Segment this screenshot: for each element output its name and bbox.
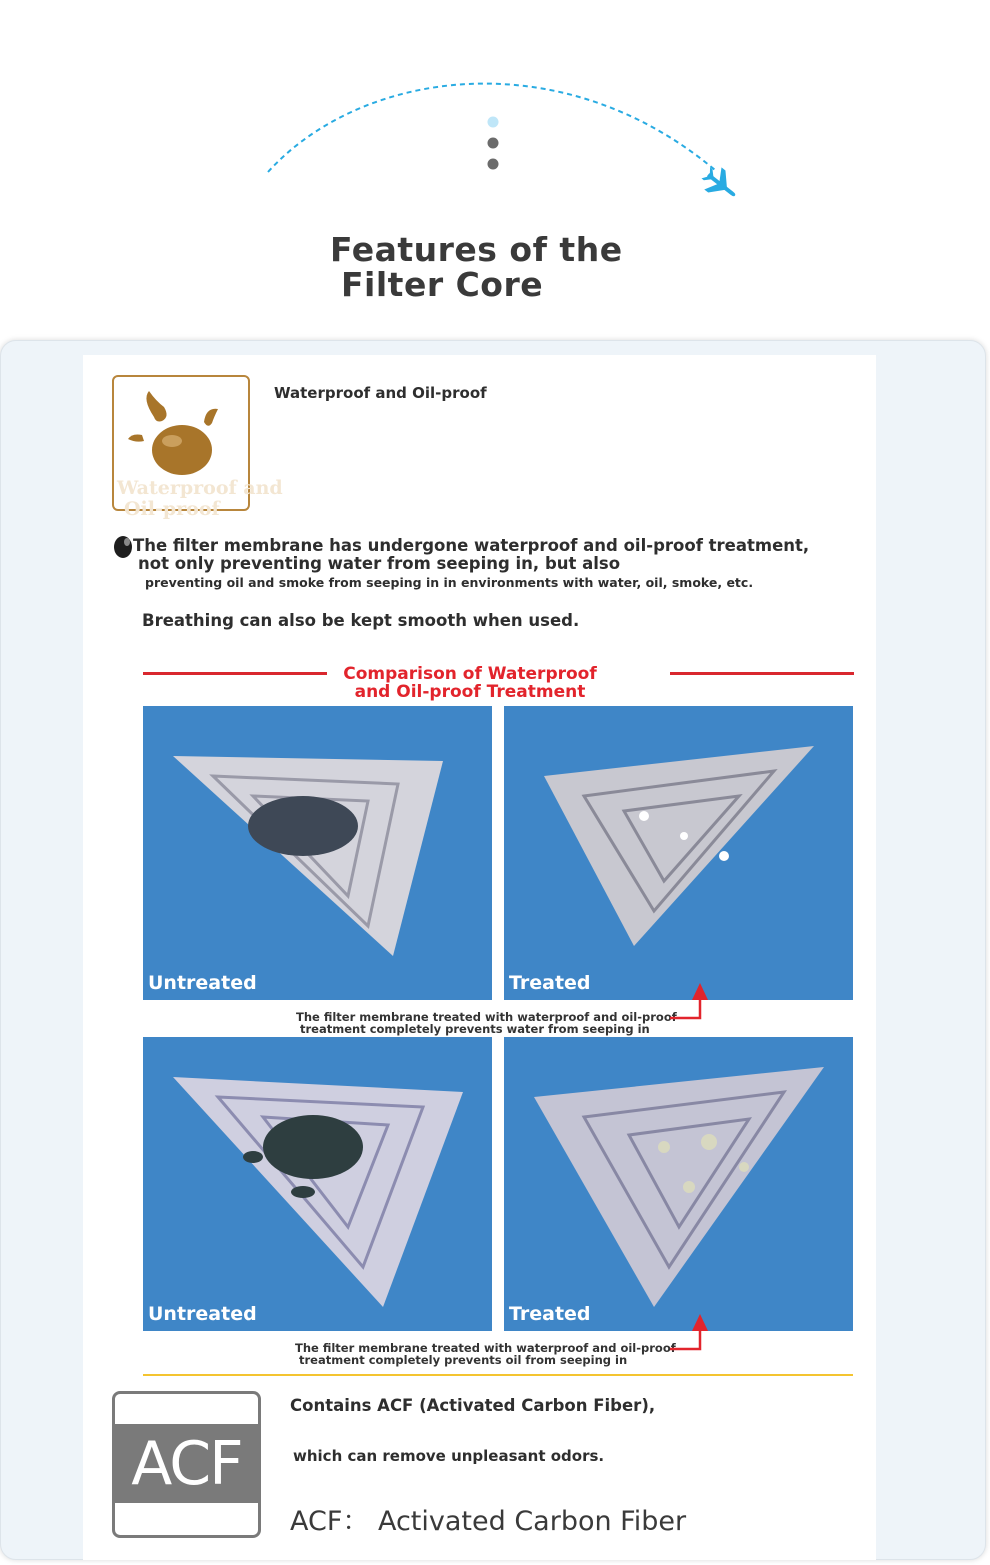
waterproof-heading: Waterproof and Oil-proof (274, 384, 487, 402)
caption-water: The filter membrane treated with waterproof and oil-proof treatment completely prevents water from seeping in (296, 1010, 677, 1036)
comparison-title-line1: Comparison of Waterproof (343, 664, 597, 684)
acf-line2: which can remove unpleasant odors. (293, 1447, 605, 1465)
divider-left (143, 672, 327, 675)
section-divider (143, 1374, 853, 1376)
arrow-up-icon (668, 1311, 713, 1353)
breathing-text: Breathing can also be kept smooth when used. (142, 611, 580, 630)
dots-indicator-icon (488, 117, 499, 170)
photo-untreated-oil (143, 1037, 492, 1331)
acf-badge-text: ACF (115, 1424, 258, 1503)
label-untreated: Untreated (148, 972, 257, 994)
page-title-line1: Features of the (330, 230, 623, 269)
caption-oil: The filter membrane treated with waterproof and oil-proof treatment completely prevents oil from seeping in (295, 1341, 676, 1367)
bullet-blob-icon (112, 534, 134, 560)
photo-treated-water (504, 706, 853, 1000)
icon-label-line1: Waterproof and (117, 477, 283, 499)
page-title-line2: Filter Core (341, 265, 544, 304)
desc-line1: The filter membrane has undergone waterproof and oil-proof treatment, (133, 536, 810, 555)
desc-line2: not only preventing water from seeping in, but also (138, 554, 621, 573)
label-treated: Treated (509, 972, 591, 994)
icon-label-line2: Oil-proof (124, 498, 220, 520)
acf-line1: Contains ACF (Activated Carbon Fiber), (290, 1396, 656, 1415)
divider-right (670, 672, 854, 675)
comparison-title-line2: and Oil-proof Treatment (354, 682, 586, 702)
acf-definition: ACF： Activated Carbon Fiber (290, 1506, 687, 1537)
acf-badge (112, 1391, 261, 1538)
photo-untreated-water (143, 706, 492, 1000)
desc-line3: preventing oil and smoke from seeping in in environments with water, oil, smoke, etc. (145, 575, 754, 590)
airplane-icon (697, 162, 743, 207)
photo-treated-oil (504, 1037, 853, 1331)
label-untreated: Untreated (148, 1303, 257, 1325)
label-treated: Treated (509, 1303, 591, 1325)
arrow-up-icon (668, 980, 713, 1022)
